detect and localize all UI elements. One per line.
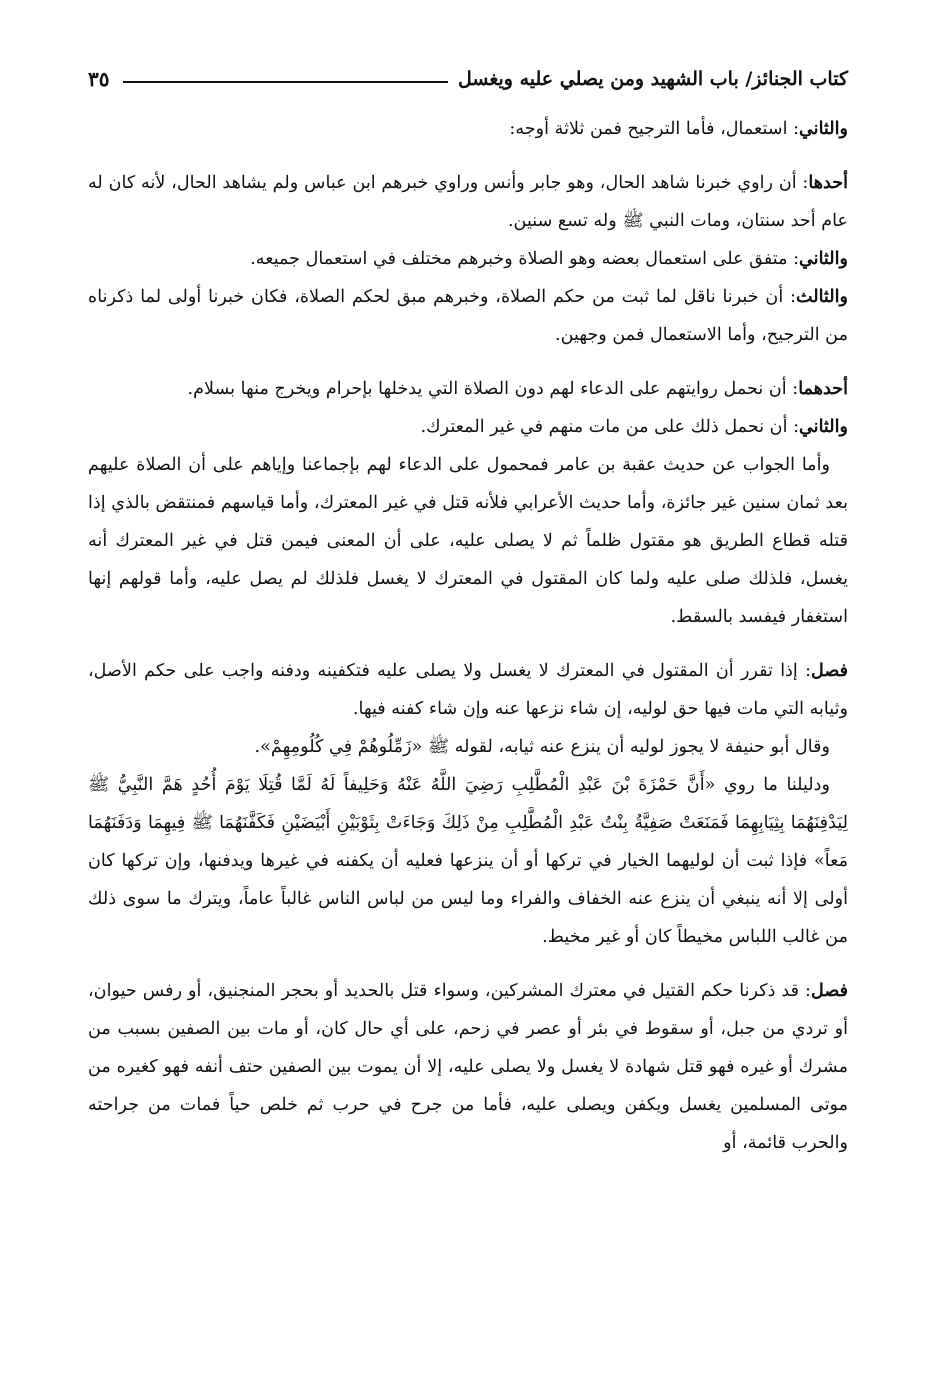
paragraph-lead: والثاني [799, 248, 848, 269]
paragraph-lead: والثالث [795, 286, 848, 307]
paragraph [88, 408, 848, 446]
paragraph-text: : أن خبرنا ناقل لما ثبت من حكم الصلاة، وخبرهم مبق لحكم الصلاة، فكان خبرنا أولى لما ذكرناه من الترجيح، وأما الاستعمال فمن وجهين. [88, 287, 848, 345]
paragraph-lead: والثاني [799, 118, 848, 139]
paragraph-text: : قد ذكرنا حكم القتيل في معترك المشركين، وسواء قتل بالحديد أو بحجر المنجنيق، أو رفس حيوان، أو تردي من جبل، أو سقوط في بئر أو عصر في زحم، على أي حال كان، أو مات بين الصفين بسبب من مشرك أو غيره فهو قتل شهادة لا يغسل ولا يصلى عليه، إلا أن يموت بين الصفين حتف أنفه فهو كغيره من موتى المسلمين يغسل ويكفن ويصلى عليه، فأما من جرح في حرب ثم خلص حياً فمات من جراحته والحرب قائمة، أو [88, 981, 848, 1153]
paragraph-text: : أن نحمل روايتهم على الدعاء لهم دون الصلاة التي يدخلها بإحرام ويخرج منها بسلام. [187, 379, 799, 399]
header-title: كتاب الجنائز/ باب الشهيد ومن يصلي عليه ويغسل [458, 68, 848, 90]
paragraph-text: : أن راوي خبرنا شاهد الحال، وهو جابر وأنس وراوي خبرهم ابن عباس ولم يشاهد الحال، لأنه كان له عام أحد سنتان، ومات النبي ﷺ وله تسع سنين. [88, 173, 848, 231]
paragraph [88, 278, 848, 354]
paragraph-lead: والثاني [799, 416, 848, 437]
paragraph [88, 652, 848, 728]
paragraph [88, 728, 848, 766]
document-page [88, 62, 848, 1356]
paragraph [88, 972, 848, 1162]
paragraph [88, 766, 848, 956]
header-rule [123, 81, 448, 83]
paragraph [88, 240, 848, 278]
paragraph-lead: أحدها [808, 172, 848, 193]
paragraph-text: : استعمال، فأما الترجيح فمن ثلاثة أوجه: [509, 119, 800, 139]
paragraph-text: : إذا تقرر أن المقتول في المعترك لا يغسل ولا يصلى عليه فتكفينه ودفنه واجب على حكم الأصل، وثيابه التي مات فيها حق لوليه، إن شاء نزعها عنه وإن شاء كفنه فيها. [88, 661, 848, 719]
paragraph [88, 110, 848, 148]
paragraph-lead: أحدهما [798, 378, 848, 399]
paragraph-text: وقال أبو حنيفة لا يجوز لوليه أن ينزع عنه ثيابه، لقوله ﷺ «زَمِّلُوهُمْ فِي كُلُومِهِمْ». [254, 737, 830, 757]
running-header [88, 62, 848, 96]
paragraph-text: : أن نحمل ذلك على من مات منهم في غير المعترك. [420, 417, 800, 437]
paragraph-text: ودليلنا ما روي «أَنَّ حَمْزَةَ بْنَ عَبْدِ الْمُطَّلِبِ رَضِيَ اللَّهُ عَنْهُ وَحَلِيفاً لَهُ لَمَّا قُتِلَا يَوْمَ أُحُدٍ هَمَّ النَّبِيُّ ﷺ لِيَدْفِنَهُمَا بِثِيَابِهِمَا فَمَنَعَتْ صَفِيَّةُ بِنْتُ عَبْدِ الْمُطَّلِبِ مِنْ ذَلِكَ وَجَاءَتْ بِثَوْبَيْنِ أَبْيَضَيْنِ فَكَفَّنَهُمَا ﷺ فِيهِمَا وَدَفَنَهُمَا مَعاً» فإذا ثبت أن لوليهما الخيار في تركها أو أن ينزعها فعليه أن يكفنه في غيرها ويدفنها، وإن تركها كان أولى إلا أنه ينبغي أن ينزع عنه الخفاف والفراء وما ليس من لباس الناس غالباً عاماً، ويترك ما سوى ذلك من غالب اللباس مخيطاً كان أو غير مخيط. [88, 775, 848, 947]
paragraph [88, 164, 848, 240]
body-text [88, 110, 848, 1162]
paragraph-lead: فصل [811, 980, 848, 1001]
page-number: ٣٥ [88, 67, 110, 91]
paragraph [88, 446, 848, 636]
paragraph [88, 370, 848, 408]
paragraph-text: : متفق على استعمال بعضه وهو الصلاة وخبرهم مختلف في استعمال جميعه. [250, 249, 800, 269]
paragraph-lead: فصل [811, 660, 848, 681]
paragraph-text: وأما الجواب عن حديث عقبة بن عامر فمحمول على الدعاء لهم بإجماعنا وإياهم على أن الصلاة عليهم بعد ثمان سنين غير جائزة، وأما حديث الأعرابي فلأنه قتل في غير المعترك، وأما قياسهم فمنتقض بالذي إذا قتله قطاع الطريق هو مقتول ظلماً ثم لا يصلى عليه، على أن المعنى فيمن قتل في غير المعترك أنه يغسل، فلذلك صلى عليه ولما كان المقتول في المعترك لا يغسل فلذلك لم يصل عليه، وأما قولهم إنها استغفار فيفسد بالسقط. [88, 455, 848, 627]
